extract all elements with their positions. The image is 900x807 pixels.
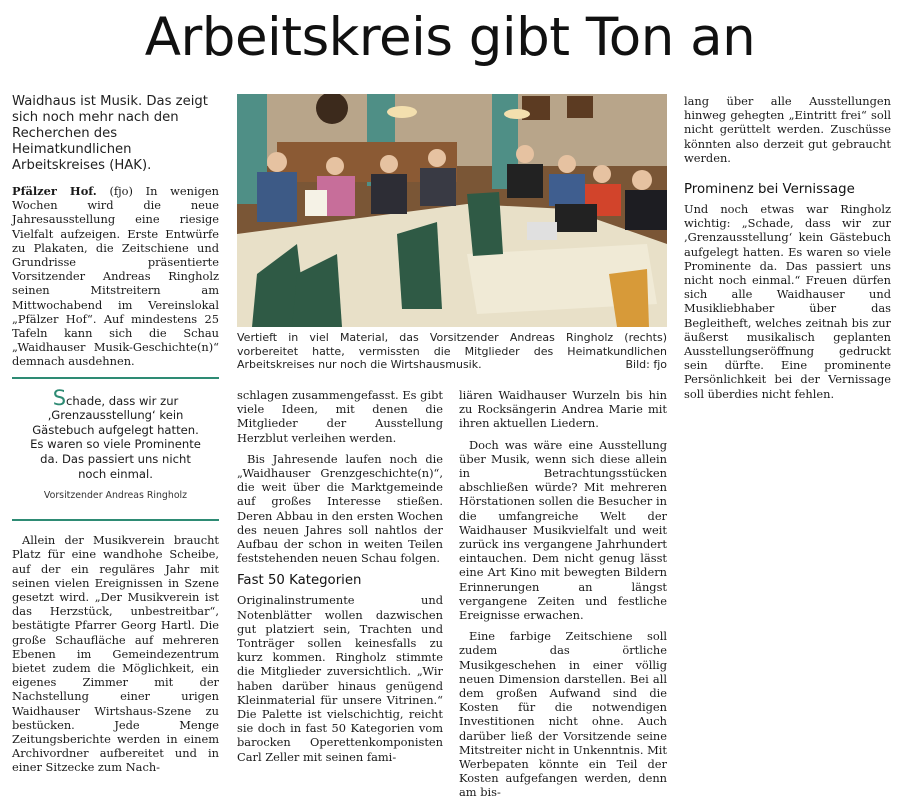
caption-text: Vertieft in viel Material, das Vorsitzender Andreas Ringholz (rechts) vorbereitet hatte, vermissten die Mitglieder des Heimatkundlichen Arbeitskreises nur noch die Wirtshausmusik. (237, 331, 667, 372)
paragraph: Originalinstrumente und Notenblätter wollen dazwischen gut platziert sein, Trachten und Tonträger sollen keinesfalls zu kurz kommen. Ringholz stimmte die Mitglieder zuversichtlich. „Wir haben darüber hinaus genügend Kleinmaterial für unsere Vitrinen.“ Die Palette ist vielschichtig, reicht sie doch in fast 50 Kategorien vom barocken Operettenkomponisten Carl Zeller mit seinen fami- (237, 593, 443, 764)
section-heading: Prominenz bei Vernissage (684, 182, 855, 198)
paragraph: Und noch etwas war Ringholz wichtig: „Schade, dass wir zur ‚Grenzausstellung‘ kein Gästebuch aufgelegt hatten. Es waren so viele Prominente da. Das passiert uns nicht noch einmal.“ Freuen dürfen sich alle Waidhauser und Musikliebhaber über das Begleitheft, welches zeitnah bis zur äußerst musikalisch geplanten Ausstellungseröffnung gedruckt sein dürfte. Eine prominente Persönlichkeit bei der Vernissage soll überdies nicht fehlen. (684, 202, 891, 401)
quote-initial: S (52, 385, 67, 410)
column-1 (12, 94, 219, 782)
intro-text: (fjo) In wenigen Wochen wird die neue Jahresausstellung eine riesige Vielfalt aufzeigen. Erste Entwürfe zu Plakaten, die Zeitschiene und Grundrisse präsentierte Vorsitzender Andreas Ringholz seinen Mitstreitern am Mittwochabend im Vereinslokal „Pfälzer Hof“. Auf mindestens 25 Tafeln kann sich die Schau „Waidhauser Musik-Geschichte(n)“ demnach ausdehnen. (12, 184, 219, 369)
article-photo (237, 94, 667, 327)
dateline: Pfälzer Hof. (12, 184, 97, 198)
column-2 (237, 388, 443, 771)
column-1-body (12, 533, 219, 774)
column-3 (459, 388, 667, 807)
photo-illustration (237, 94, 667, 327)
divider-bottom (12, 519, 219, 521)
paragraph: schlagen zusammengefasst. Es gibt viele Ideen, mit denen die Mitglieder der Ausstellung Herzblut verleihen werden. (237, 388, 443, 445)
headline: Arbeitskreis gibt Ton an (144, 7, 756, 68)
column-4 (684, 94, 891, 408)
paragraph: Eine farbige Zeitschiene soll zudem das örtliche Musikgeschehen in einer völlig neuen Dimension darstellen. Bei all dem großen Aufwand sind die Kosten für die notwendigen Investitionen nicht ohne. Auch darüber ließ der Vorsitzende seine Mitstreiter nicht in Unkenntnis. Mit Werbepaten könnte ein Teil der Kosten aufgefangen werden, denn am bis- (459, 629, 667, 800)
paragraph: Doch was wäre eine Ausstellung über Musik, wenn sich diese allein in Betrachtungsstücken abschließen würde? Mit mehreren Hörstationen sollen die Besucher in die umfangreiche Welt der Waidhauser Musikvielfalt und weit zurück ins vergangene Jahrhundert eintauchen. Dem nicht genug lässt eine Art Kino mit bewegten Bildern Erinnerungen an längst vergangene Zeiten und festliche Ereignisse erwachen. (459, 437, 667, 623)
paragraph: liären Waidhauser Wurzeln bis hin zu Rocksängerin Andrea Marie mit ihren aktuellen Liedern. (459, 388, 667, 431)
quote-text: chade, dass wir zur ‚Grenzausstellung‘ kein Gästebuch aufgelegt hatten. Es waren so viele Prominente da. Das passiert uns nicht noch einmal. (30, 393, 201, 481)
paragraph: lang über alle Ausstellungen hinweg gehegten „Eintritt frei“ soll nicht gerüttelt werden. Zuschüsse könnten also derzeit gut gebraucht werden. (684, 94, 891, 165)
quote-attribution: Vorsitzender Andreas Ringholz (43, 490, 188, 502)
pull-quote (12, 379, 219, 508)
paragraph: Allein der Musikverein braucht Platz für eine wandhohe Scheibe, auf der ein reguläres Jahr mit seinen vielen Ereignissen in Szene gesetzt wird. „Der Musikverein ist das Herzstück, unbestreitbar“, bestätigte Pfarrer Georg Hartl. Die große Schaufläche auf mehreren Ebenen im Gemeindezentrum bietet zudem die Möglichkeit, ein eigenes Zimmer mit der Nachstellung einer urigen Waidhauser Wirtshaus-Szene zu bestücken. Jede Menge Zeitungsberichte werden in einem Archivordner aufbereitet und in einer Sitzecke zum Nach- (12, 533, 219, 775)
subheadline: Waidhaus ist Musik. Das zeigt sich noch mehr nach den Recherchen des Heimatkundlichen Arbeitskreises (HAK). (12, 94, 208, 173)
paragraph: Bis Jahresende laufen noch die „Waidhauser Grenzgeschichte(n)“, die weit über die Marktgemeinde auf großes Interesse stießen. Deren Abbau in den ersten Wochen des neuen Jahres soll nahtlos der Aufbau der schon in weiten Teilen feststehenden neuen Schau folgen. (237, 451, 443, 566)
intro-paragraph (12, 184, 219, 369)
photo-credit: Bild: fjo (625, 358, 667, 372)
photo-caption (237, 331, 667, 372)
section-heading: Fast 50 Kategorien (237, 573, 362, 589)
